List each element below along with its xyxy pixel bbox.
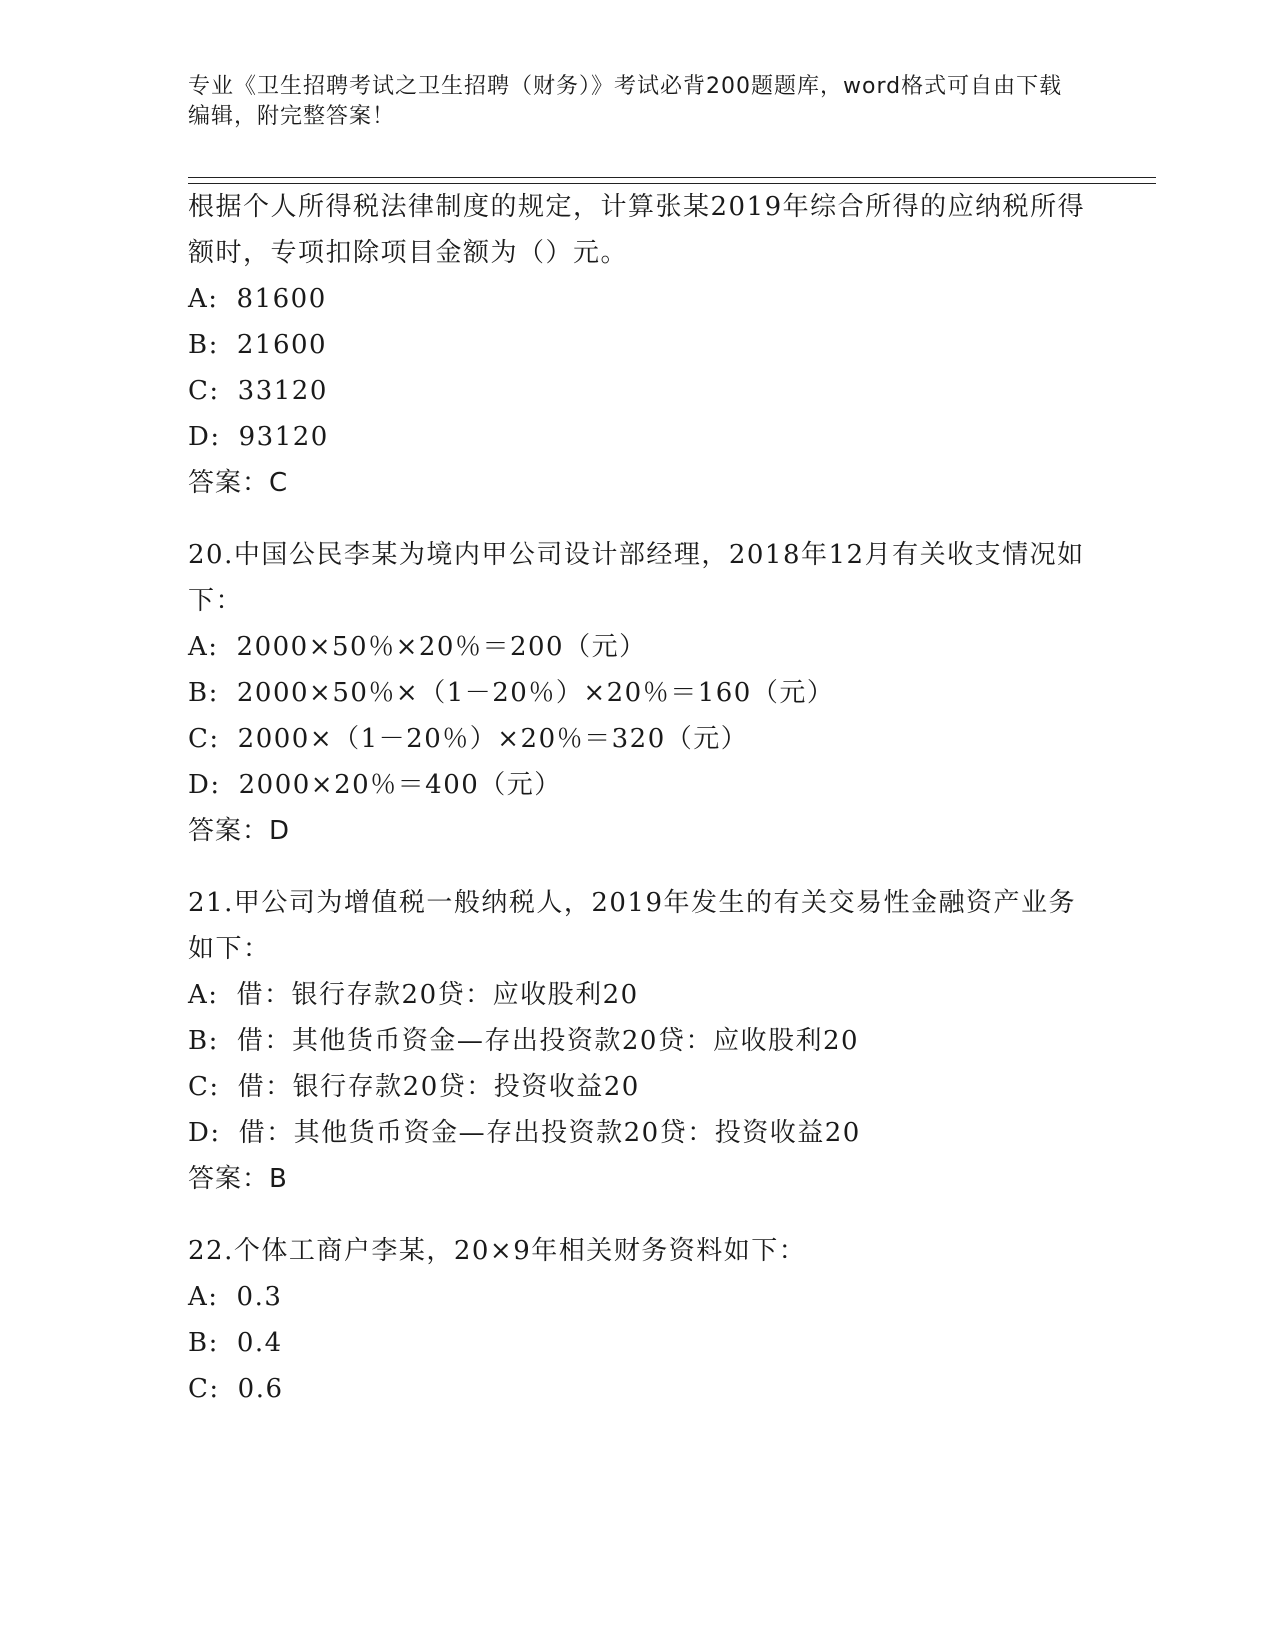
option-text: 借：银行存款20贷：应收股利20 <box>236 980 639 1010</box>
option-label: D: <box>188 422 221 452</box>
option-label: A: <box>188 284 219 314</box>
option-text: 81600 <box>236 284 327 314</box>
option-label: A: <box>188 1282 219 1312</box>
option-text: 借：银行存款20贷：投资收益20 <box>237 1072 640 1102</box>
answer: 答案：C <box>188 468 289 498</box>
question-block <box>188 184 1088 506</box>
question-block <box>188 532 1088 854</box>
option-b <box>188 1320 1088 1366</box>
page-header: 专业《卫生招聘考试之卫生招聘（财务）》考试必背200题题库，word格式可自由下载编辑，附完整答案！ <box>188 74 1063 129</box>
option-label: C: <box>188 1072 220 1102</box>
option-text: 借：其他货币资金—存出投资款20贷：投资收益20 <box>238 1118 861 1148</box>
option-d <box>188 414 1088 460</box>
option-label: A: <box>188 632 219 662</box>
option-c <box>188 1064 1088 1110</box>
option-text: 21600 <box>236 330 328 360</box>
option-b <box>188 670 1088 716</box>
question-text: 22.个体工商户李某，20×9年相关财务资料如下： <box>188 1236 807 1266</box>
question-block <box>188 880 1088 1202</box>
option-text: 93120 <box>238 422 329 452</box>
option-a <box>188 624 1088 670</box>
header-divider-top <box>188 177 1156 178</box>
option-text: 2000×（1－20％）×20％＝320（元） <box>237 724 749 754</box>
option-d <box>188 1110 1088 1156</box>
option-b <box>188 322 1088 368</box>
answer: 答案：B <box>188 1164 288 1194</box>
option-d <box>188 762 1088 808</box>
option-a <box>188 1274 1088 1320</box>
option-text: 0.3 <box>236 1282 283 1312</box>
option-label: B: <box>188 1328 219 1358</box>
option-text: 借：其他货币资金—存出投资款20贷：应收股利20 <box>236 1026 860 1056</box>
option-label: B: <box>188 1026 219 1056</box>
option-text: 33120 <box>237 376 328 406</box>
option-label: B: <box>188 678 219 708</box>
option-c <box>188 368 1088 414</box>
option-label: C: <box>188 724 220 754</box>
option-a <box>188 276 1088 322</box>
option-label: B: <box>188 330 219 360</box>
option-text: 2000×50％×20％＝200（元） <box>236 632 647 662</box>
option-label: C: <box>188 376 220 406</box>
option-label: D: <box>188 1118 221 1148</box>
option-label: D: <box>188 770 221 800</box>
option-text: 2000×20％＝400（元） <box>238 770 562 800</box>
option-text: 2000×50％×（1－20％）×20％＝160（元） <box>236 678 835 708</box>
question-text: 20.中国公民李某为境内甲公司设计部经理，2018年12月有关收支情况如下： <box>188 540 1085 616</box>
option-b <box>188 1018 1088 1064</box>
question-text: 21.甲公司为增值税一般纳税人，2019年发生的有关交易性金融资产业务如下： <box>188 888 1077 964</box>
option-c <box>188 1366 1088 1412</box>
option-text: 0.6 <box>237 1374 284 1404</box>
question-block <box>188 1228 1088 1412</box>
question-text: 根据个人所得税法律制度的规定，计算张某2019年综合所得的应纳税所得额时，专项扣除项目金额为（）元。 <box>188 192 1086 268</box>
option-label: A: <box>188 980 219 1010</box>
answer: 答案：D <box>188 816 291 846</box>
option-c <box>188 716 1088 762</box>
option-a <box>188 972 1088 1018</box>
option-text: 0.4 <box>236 1328 283 1358</box>
option-label: C: <box>188 1374 220 1404</box>
